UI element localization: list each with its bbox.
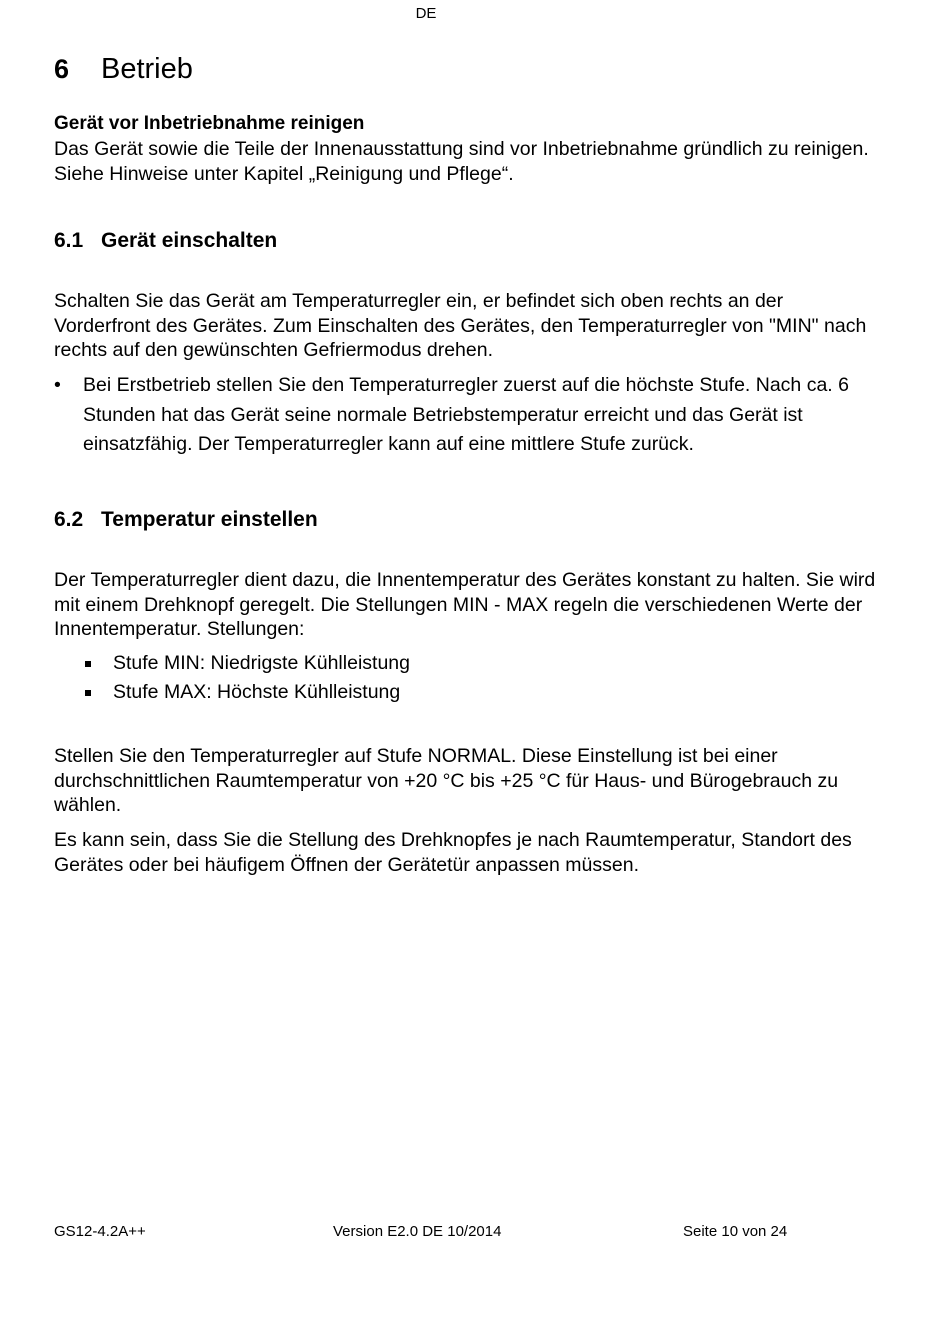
- section-6-1-number: 6.1: [54, 229, 84, 252]
- chapter-heading: [54, 52, 193, 86]
- cleaning-heading: Gerät vor Inbetriebnahme reinigen: [54, 113, 365, 134]
- list-item-text: Stufe MIN: Niedrigste Kühlleistung: [113, 652, 410, 674]
- list-item-text: Stufe MAX: Höchste Kühlleistung: [113, 681, 401, 703]
- cleaning-text: Das Gerät sowie die Teile der Innenausstattung sind vor Inbetriebnahme gründlich zu reinigen. Siehe Hinweise unter Kapitel „Reinigung und Pflege“.: [54, 138, 869, 185]
- bullet-text: Bei Erstbetrieb stellen Sie den Temperaturregler zuerst auf die höchste Stufe. Nach ca. 6 Stunden hat das Gerät seine normale Betriebstemperatur erreicht und das Gerät ist einsatzfähig. Der Temperaturregler kann auf eine mittlere Stufe zurück.: [83, 374, 849, 455]
- section-6-2-text2: Stellen Sie den Temperaturregler auf Stufe NORMAL. Diese Einstellung ist bei einer durchschnittlichen Raumtemperatur von +20 °C bis +25 °C für Haus- und Bürogebrauch zu wählen.: [54, 745, 839, 816]
- section-6-2-number: 6.2: [54, 508, 84, 531]
- section-6-2-heading: [54, 507, 318, 533]
- chapter-number: 6: [54, 54, 70, 84]
- chapter-title: Betrieb: [101, 53, 193, 85]
- section-6-1-text: Schalten Sie das Gerät am Temperaturregler ein, er befindet sich oben rechts an der Vorderfront des Gerätes. Zum Einschalten des Gerätes, den Temperaturregler von "MIN" nach rechts auf den gewünschten Gefriermodus drehen.: [54, 290, 867, 361]
- section-6-2-text: Der Temperaturregler dient dazu, die Innentemperatur des Gerätes konstant zu halten. Sie wird mit einem Drehknopf geregelt. Die Stellungen MIN - MAX regeln die verschiedenen Werte der Innentemperatur. Stellungen:: [54, 569, 876, 640]
- section-6-2-text3: Es kann sein, dass Sie die Stellung des Drehknopfes je nach Raumtemperatur, Standort des Gerätes oder bei häufigem Öffnen der Gerätetür anpassen müssen.: [54, 829, 852, 876]
- square-bullet-icon: [85, 661, 91, 667]
- header-language: DE: [415, 5, 437, 22]
- section-6-1-heading: [54, 228, 277, 254]
- bullet-mark: •: [54, 374, 61, 396]
- footer-model: GS12-4.2A++: [54, 1223, 146, 1240]
- footer-version: Version E2.0 DE 10/2014: [333, 1223, 502, 1240]
- section-6-1-title: Gerät einschalten: [101, 229, 278, 252]
- footer-page: Seite 10 von 24: [683, 1223, 788, 1240]
- section-6-2-title: Temperatur einstellen: [101, 508, 318, 531]
- square-bullet-icon: [85, 690, 91, 696]
